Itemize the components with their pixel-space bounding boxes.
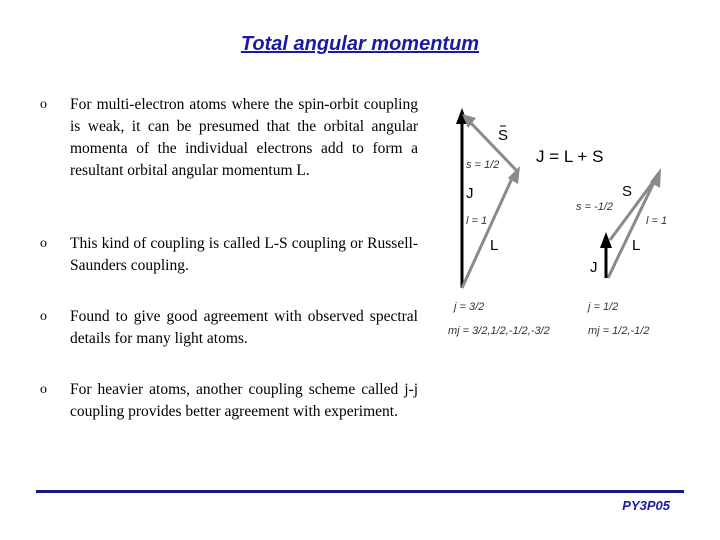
right-l-vector-label: L [632,237,641,254]
left-s-value: s = 1/2 [466,159,500,171]
ls-coupling-diagram [440,100,680,350]
slide-title: Total angular momentum [240,33,480,55]
left-j-vector-label: J [466,185,474,202]
bullet-text: For multi-electron atoms where the spin-orbit coupling is weak, it can be presumed that the orbital angular momenta of the individual electrons add to form a resultant orbital angular momentum L. [70,96,418,179]
bullet-item [40,233,418,277]
bullet-marker: o [40,382,47,397]
bullet-marker: o [40,236,47,251]
bullet-item [40,94,418,182]
bullet-marker: o [40,309,47,324]
bullet-text: For heavier atoms, another coupling scheme called j-j coupling provides better agreement with experiment. [70,381,418,420]
coupling-equation: J = L + S [536,147,604,166]
footer-divider [36,490,684,493]
right-s-value: s = -1/2 [576,201,613,213]
right-j-quantum: j = 1/2 [588,301,619,313]
left-mj-values: mj = 3/2,1/2,-1/2,-3/2 [448,325,550,337]
left-j-quantum: j = 3/2 [454,301,485,313]
right-j-vector-label: J [590,259,598,276]
right-s-vector-arrow [610,178,656,240]
bullet-text: Found to give good agreement with observed spectral details for many light atoms. [70,308,418,347]
course-code: PY3P05 [622,498,670,513]
right-s-vector-label: S [622,183,633,200]
bullet-text: This kind of coupling is called L-S coupling or Russell-Saunders coupling. [70,235,418,274]
right-mj-values: mj = 1/2,-1/2 [588,325,650,337]
right-l-value: l = 1 [646,215,668,227]
bullet-marker: o [40,97,47,112]
left-l-value: l = 1 [466,215,488,227]
left-l-vector-label: L [490,237,499,254]
left-s-vector-label: S [498,127,509,144]
bullet-item [40,306,418,350]
bullet-item [40,379,418,423]
